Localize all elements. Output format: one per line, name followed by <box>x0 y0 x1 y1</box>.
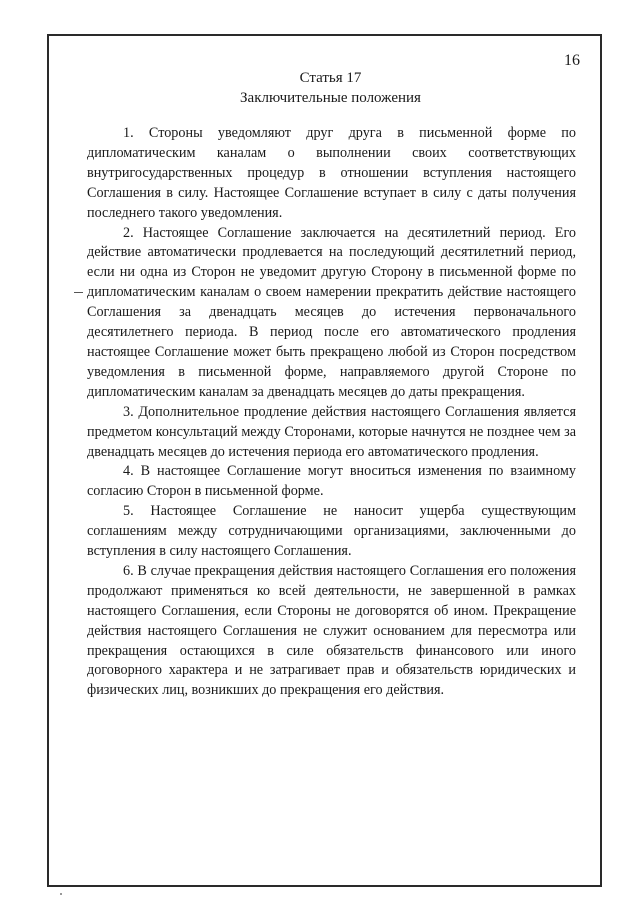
article-body <box>87 124 576 701</box>
page-number: 16 <box>564 52 580 69</box>
article-subtitle: Заключительные положения <box>240 90 421 106</box>
paragraph-3: 3. Дополнительное продление действия настоящего Соглашения является предметом консультаций между Сторонами, которые начнутся не позднее чем за двенадцать месяцев до истечения периода его автоматического продления. <box>87 403 576 460</box>
paragraph-4: 4. В настоящее Соглашение могут вноситься изменения по взаимному согласию Сторон в письменной форме. <box>87 463 576 500</box>
margin-mark <box>74 292 83 293</box>
paragraph-1: 1. Стороны уведомляют друг друга в письменной форме по дипломатическим каналам о выполнении своих соответствующих внутригосударственных процедур в отношении вступления настоящего Соглашения в силу. Настоящее Соглашение вступает в силу с даты получения последнего такого уведомления. <box>87 125 576 221</box>
paragraph-2: 2. Настоящее Соглашение заключается на десятилетний период. Его действие автоматически продлевается на последующий десятилетний период, если ни одна из Сторон не уведомит другую Сторону в письменной форме по дипломатическим каналам о своем намерении прекратить действие настоящего Соглашения за двенадцать месяцев до истечения первоначального десятилетнего периода. В период после его автоматического продления настоящее Соглашение может быть прекращено любой из Сторон посредством уведомления в письменной форме, направляемого другой Стороне по дипломатическим каналам за двенадцать месяцев до даты прекращения. <box>87 224 576 400</box>
paragraph-5: 5. Настоящее Соглашение не наносит ущерба существующим соглашениям между сотрудничающими организациями, заключенными до вступления в силу настоящего Соглашения. <box>87 503 576 560</box>
article-title: Статья 17 <box>299 70 362 86</box>
paragraph-6: 6. В случае прекращения действия настоящего Соглашения его положения продолжают применяться ко всей деятельности, не завершенной в рамках настоящего Соглашения, если Стороны не договорятся об ином. Прекращение действия настоящего Соглашения не служит основанием для пересмотра или прекращения остающихся в силе обязательств финансового или иного договорного характера и не затрагивает прав и обязательств юридических и физических лиц, возникших до прекращения его действия. <box>87 562 576 699</box>
scan-speck <box>60 893 62 895</box>
